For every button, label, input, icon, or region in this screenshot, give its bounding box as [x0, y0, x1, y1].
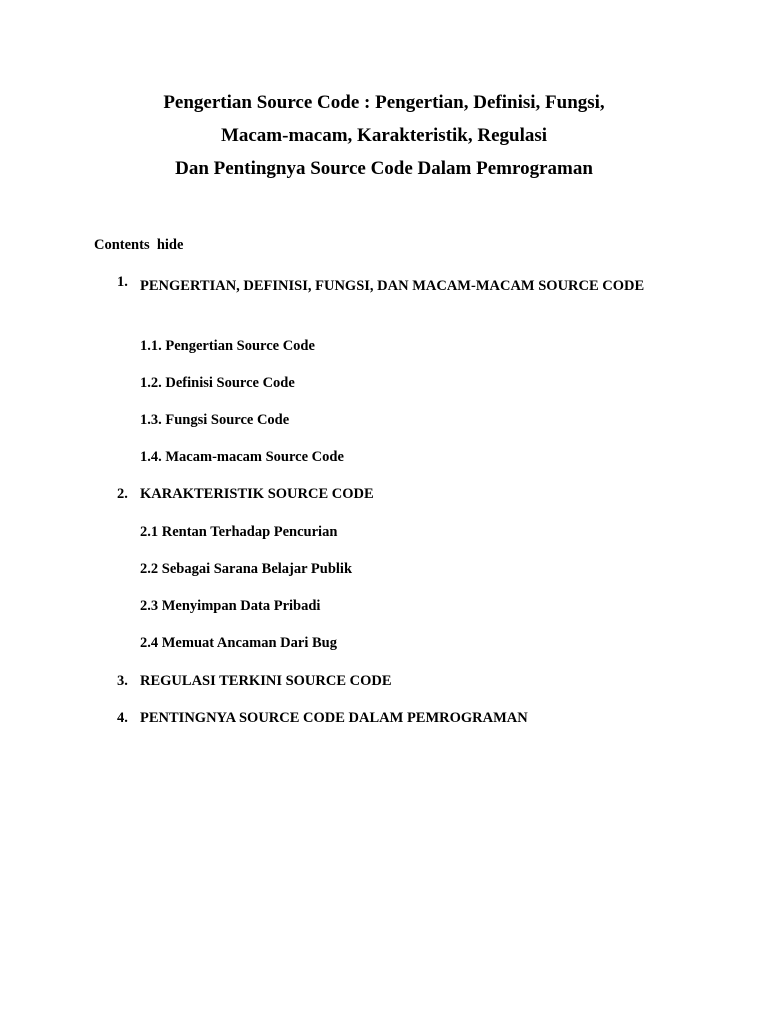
toc-subsection-title: 1.3. Fungsi Source Code	[140, 412, 290, 428]
title-line-1: Pengertian Source Code : Pengertian, Definisi, Fungsi,	[163, 92, 605, 113]
toc-subsection-title: 1.4. Macam-macam Source Code	[140, 449, 344, 465]
toc-section-title: PENTINGNYA SOURCE CODE DALAM PEMROGRAMAN	[140, 710, 528, 726]
toc-subsection-title: 2.4 Memuat Ancaman Dari Bug	[140, 635, 337, 651]
title-line-2: Macam-macam, Karakteristik, Regulasi	[220, 125, 548, 146]
toc-subsection-title: 2.1 Rentan Terhadap Pencurian	[140, 524, 338, 540]
title-line-3: Dan Pentingnya Source Code Dalam Pemrograman	[175, 158, 593, 179]
toc-section-title: KARAKTERISTIK SOURCE CODE	[140, 486, 374, 502]
contents-label: Contents hide	[94, 237, 184, 253]
toc-subsection-title: 1.1. Pengertian Source Code	[140, 338, 315, 354]
toc-section-title: PENGERTIAN, DEFINISI, FUNGSI, DAN MACAM-MACAM SOURCE CODE	[140, 278, 645, 294]
toc-section-number: 1.	[117, 274, 128, 290]
toc-section-number: 4.	[117, 710, 128, 726]
toc-section-number: 2.	[117, 486, 128, 502]
toc-subsection-title: 2.2 Sebagai Sarana Belajar Publik	[140, 561, 353, 577]
document-title	[0, 86, 768, 185]
toc-subsection-title: 2.3 Menyimpan Data Pribadi	[140, 598, 321, 614]
toc-section-title: REGULASI TERKINI SOURCE CODE	[140, 673, 392, 689]
toc-section-number: 3.	[117, 673, 128, 689]
toc-subsection-title: 1.2. Definisi Source Code	[140, 375, 295, 391]
